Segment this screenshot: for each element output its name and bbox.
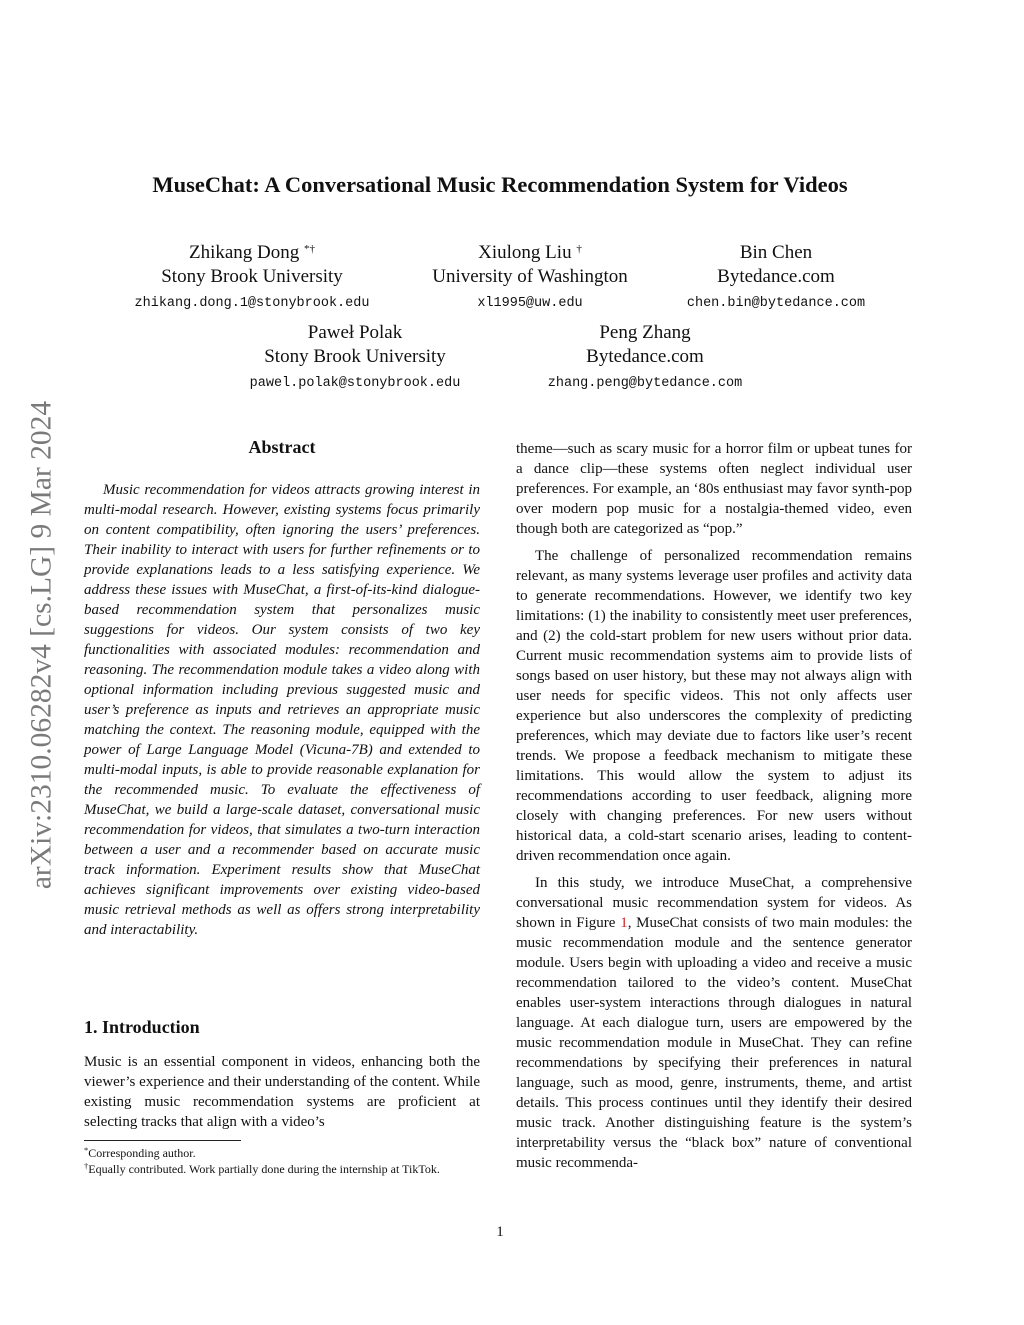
author-name: Bin Chen [739,242,813,263]
author-block [215,321,495,393]
paragraph-text: In this study, we introduce MuseChat, a comprehensive conversational music recommendation system for videos. As shown in Figure [516,875,912,931]
author-email[interactable]: zhikang.dong.1@stonybrook.edu [134,296,370,311]
author-name: Xiulong Liu [478,242,572,263]
author-block [390,241,670,313]
author-email[interactable]: pawel.polak@stonybrook.edu [249,376,461,391]
footnote [84,1145,480,1161]
footnote [84,1161,480,1177]
author-block [646,241,906,313]
author-email[interactable]: zhang.peng@bytedance.com [547,376,743,391]
author-email[interactable]: chen.bin@bytedance.com [686,296,866,311]
author-block [514,321,776,393]
author-email[interactable]: xl1995@uw.edu [477,296,583,311]
footnote-text: Corresponding author. [88,1146,196,1160]
paragraph: theme—such as scary music for a horror film or upbeat tunes for a dance clip—these systems often neglect individual user preferences. For example, an ‘80s enthusiast may favor synth-pop over modern pop music for a nostalgia-themed video, even though both are categorized as “pop.” [516,441,912,537]
footnote-text: Equally contributed. Work partially done during the internship at TikTok. [88,1162,440,1176]
author-affiliation: Stony Brook University [161,266,343,287]
introduction-body [84,1052,480,1132]
author-name: Paweł Polak [307,322,403,343]
author-block [112,241,392,313]
arxiv-identifier: arXiv:2310.06282v4 [cs.LG] 9 Mar 2024 [25,400,58,890]
author-mark: † [576,243,582,255]
footnote-mark: * [84,1145,89,1155]
footnote-divider [84,1140,241,1141]
footnotes [84,1145,480,1177]
author-affiliation: University of Washington [432,266,628,287]
page-number: 1 [496,1224,504,1240]
author-mark: *† [304,243,316,255]
author-name: Zhikang Dong [188,242,300,263]
author-affiliation: Bytedance.com [717,266,835,287]
abstract-body [84,480,480,940]
arxiv-side-label [18,360,66,930]
author-name: Peng Zhang [599,322,691,343]
figure-reference-link[interactable]: 1 [620,915,628,931]
paper-title: MuseChat: A Conversational Music Recommendation System for Videos [152,172,848,197]
author-affiliation: Bytedance.com [586,346,704,367]
paragraph [516,873,912,1173]
abstract-text: Music recommendation for videos attracts growing interest in multi-modal research. However, existing systems focus primarily on content compatibility, often ignoring the users’ preferences. Their inability to interact with users for further refinements or to provide explanations leads to a less satisfying experience. We address these issues with MuseChat, a first-of-its-kind dialogue-based recommendation system that personalizes music suggestions for videos. Our system consists of two key functionalities with associated modules: recommendation and reasoning. The recommendation module takes a video along with optional information including previous suggested music and user’s preference as inputs and retrieves an appropriate music matching the context. The reasoning module, equipped with the power of Large Language Model (Vicuna-7B) and extended to multi-modal inputs, is able to provide reasonable explanation for the recommended music. To evaluate the effectiveness of MuseChat, we build a large-scale dataset, conversational music recommendation for videos, that simulates a two-turn interaction between a user and a recommender based on accurate music track information. Experiment results show that MuseChat achieves significant improvements over existing video-based music retrieval methods as well as offers strong interpretability and interactability. [84,482,480,938]
paragraph-text: , MuseChat consists of two main modules: the music recommendation module and the sentence generator module. Users begin with uploading a video and receive a music recommendation tailored to the video’s content. MuseChat enables user-system interactions through dialogues in natural language. At each dialogue turn, users are empowered by the music recommendation module in MuseChat. They can refine recommendations by specifying their preferences in natural language, such as mood, genre, instruments, theme, and artist details. This process continues until they identify their desired music track. Another distinguishing feature is the system’s interpretability versus the “black box” nature of conventional music recommenda- [516,915,913,1171]
introduction-text: Music is an essential component in videos, enhancing both the viewer’s experience and their understanding of the content. While existing music recommendation systems are proficient at selecting tracks that align with a video’s [84,1054,480,1130]
author-affiliation: Stony Brook University [264,346,446,367]
right-column [516,439,912,1173]
footnote-mark: † [84,1161,89,1171]
section-heading-introduction: 1. Introduction [84,1017,200,1037]
paragraph: The challenge of personalized recommendation remains relevant, as many systems leverage user profiles and activity data to generate recommendations. However, we identify two key limitations: (1) the inability to consistently meet user preferences, and (2) the cold-start problem for new users without prior data. Current music recommendation systems aim to provide lists of songs based on user history, but these may not always align with user needs for specific videos. This not only affects user experience but also underscores the complexity of predicting preferences, which may deviate due to factors like user’s recent trends. We propose a feedback mechanism to mitigate these limitations. This would allow the system to adjust its recommendations according to user feedback, aligning more closely with changing preferences. For new users without historical data, a cold-start scenario arises, leading to content-driven recommendation once again. [516,548,912,864]
abstract-heading: Abstract [248,437,316,457]
